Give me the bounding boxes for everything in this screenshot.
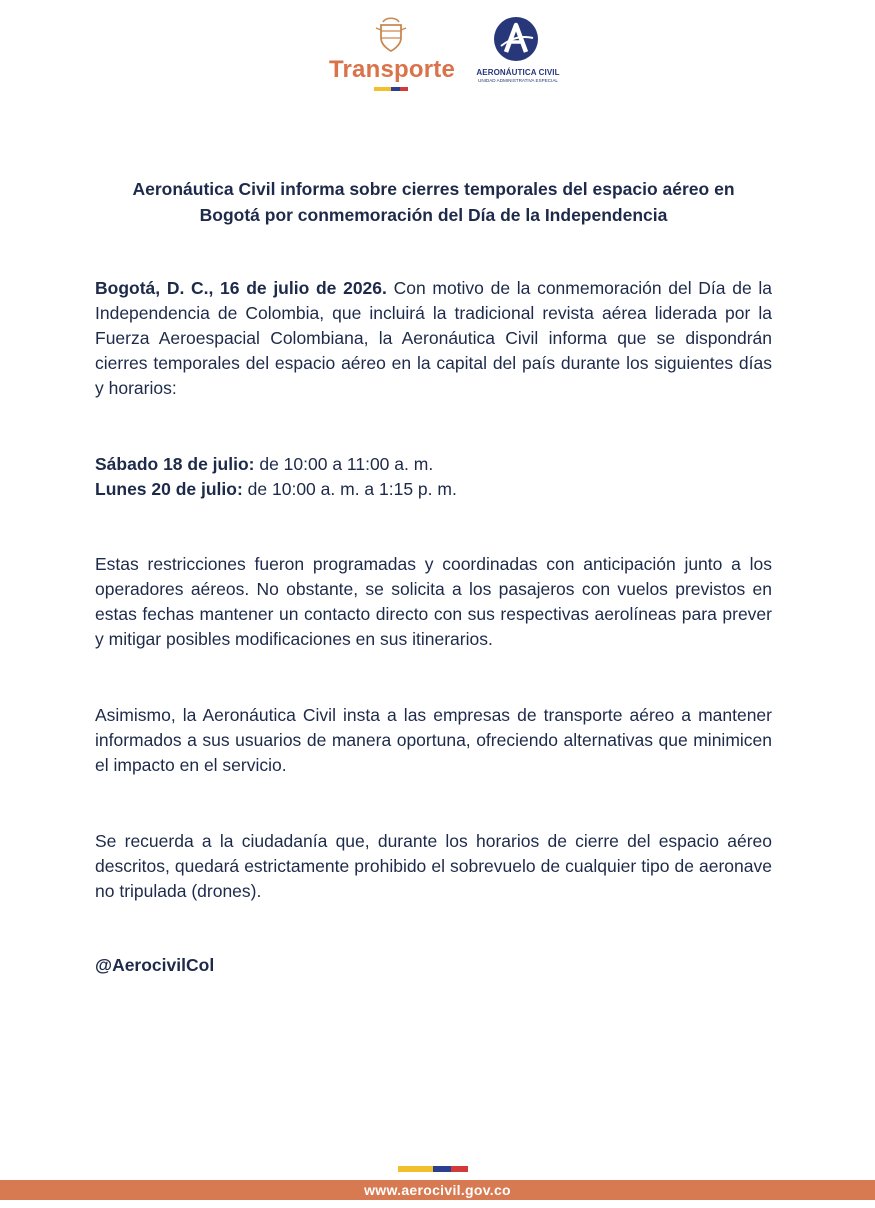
schedule-block (95, 452, 772, 502)
footer-flag-bar (398, 1166, 468, 1172)
transporte-logo (328, 14, 456, 94)
social-handle: @AerocivilCol (95, 955, 215, 975)
flag-blue (391, 87, 400, 91)
footer-band (0, 1180, 875, 1200)
intro-text: Con motivo de la conmemoración del Día de la Independencia de Colombia, que incluirá la tradicional revista aérea liderada por la Fuerza Aeroespacial Colombiana, la Aeronáutica Civil informa que se dispondrán cierres temporales del espacio aéreo en la capital del país durante los siguientes días y horarios: (95, 278, 772, 398)
letterhead (0, 0, 875, 110)
schedule-day: Lunes 20 de julio: (95, 479, 243, 499)
aeronautica-a-icon (493, 16, 539, 62)
aero-logo-name: AERONÁUTICA CIVIL (476, 68, 560, 77)
flag-bar (374, 87, 408, 91)
flag-blue (433, 1166, 451, 1172)
flag-yellow (374, 87, 391, 91)
title-line-2: Bogotá por conmemoración del Día de la Independencia (199, 205, 668, 225)
flag-red (400, 87, 408, 91)
title-line-1: Aeronáutica Civil informa sobre cierres temporales del espacio aéreo en (132, 179, 735, 199)
schedule-line (95, 454, 433, 474)
paragraph-restrictions: Estas restricciones fueron programadas y coordinadas con anticipación junto a los operadores aéreos. No obstante, se solicita a los pasajeros con vuelos previstos en estas fechas mantener un contacto directo con sus respectivas aerolíneas para prever y mitigar posibles modificaciones en sus itinerarios. (95, 554, 772, 649)
intro-paragraph (95, 276, 772, 401)
schedule-line (95, 479, 457, 499)
schedule-hours: de 10:00 a. m. a 1:15 p. m. (242, 479, 457, 499)
flag-yellow (398, 1166, 433, 1172)
paragraph-airlines: Asimismo, la Aeronáutica Civil insta a las empresas de transporte aéreo a mantener informados a sus usuarios de manera oportuna, ofreciendo alternativas que minimicen el impacto en el servicio. (95, 705, 772, 775)
flag-red (451, 1166, 468, 1172)
footer-url: www.aerocivil.gov.co (364, 1182, 511, 1198)
document-title (95, 176, 772, 228)
dateline: Bogotá, D. C., 16 de julio de 2026. (95, 278, 387, 298)
transporte-wordmark: Transporte (328, 56, 456, 83)
paragraph-drones: Se recuerda a la ciudadanía que, durante los horarios de cierre del espacio aéreo descritos, quedará estrictamente prohibido el sobrevuelo de cualquier tipo de aeronave no tripulada (drones). (95, 831, 772, 901)
coat-of-arms-icon (374, 16, 408, 54)
schedule-hours: de 10:00 a 11:00 a. m. (254, 454, 434, 474)
schedule-day: Sábado 18 de julio: (95, 454, 255, 474)
aeronautica-civil-logo (468, 14, 568, 94)
aero-logo-subtitle: UNIDAD ADMINISTRATIVA ESPECIAL (478, 78, 558, 83)
